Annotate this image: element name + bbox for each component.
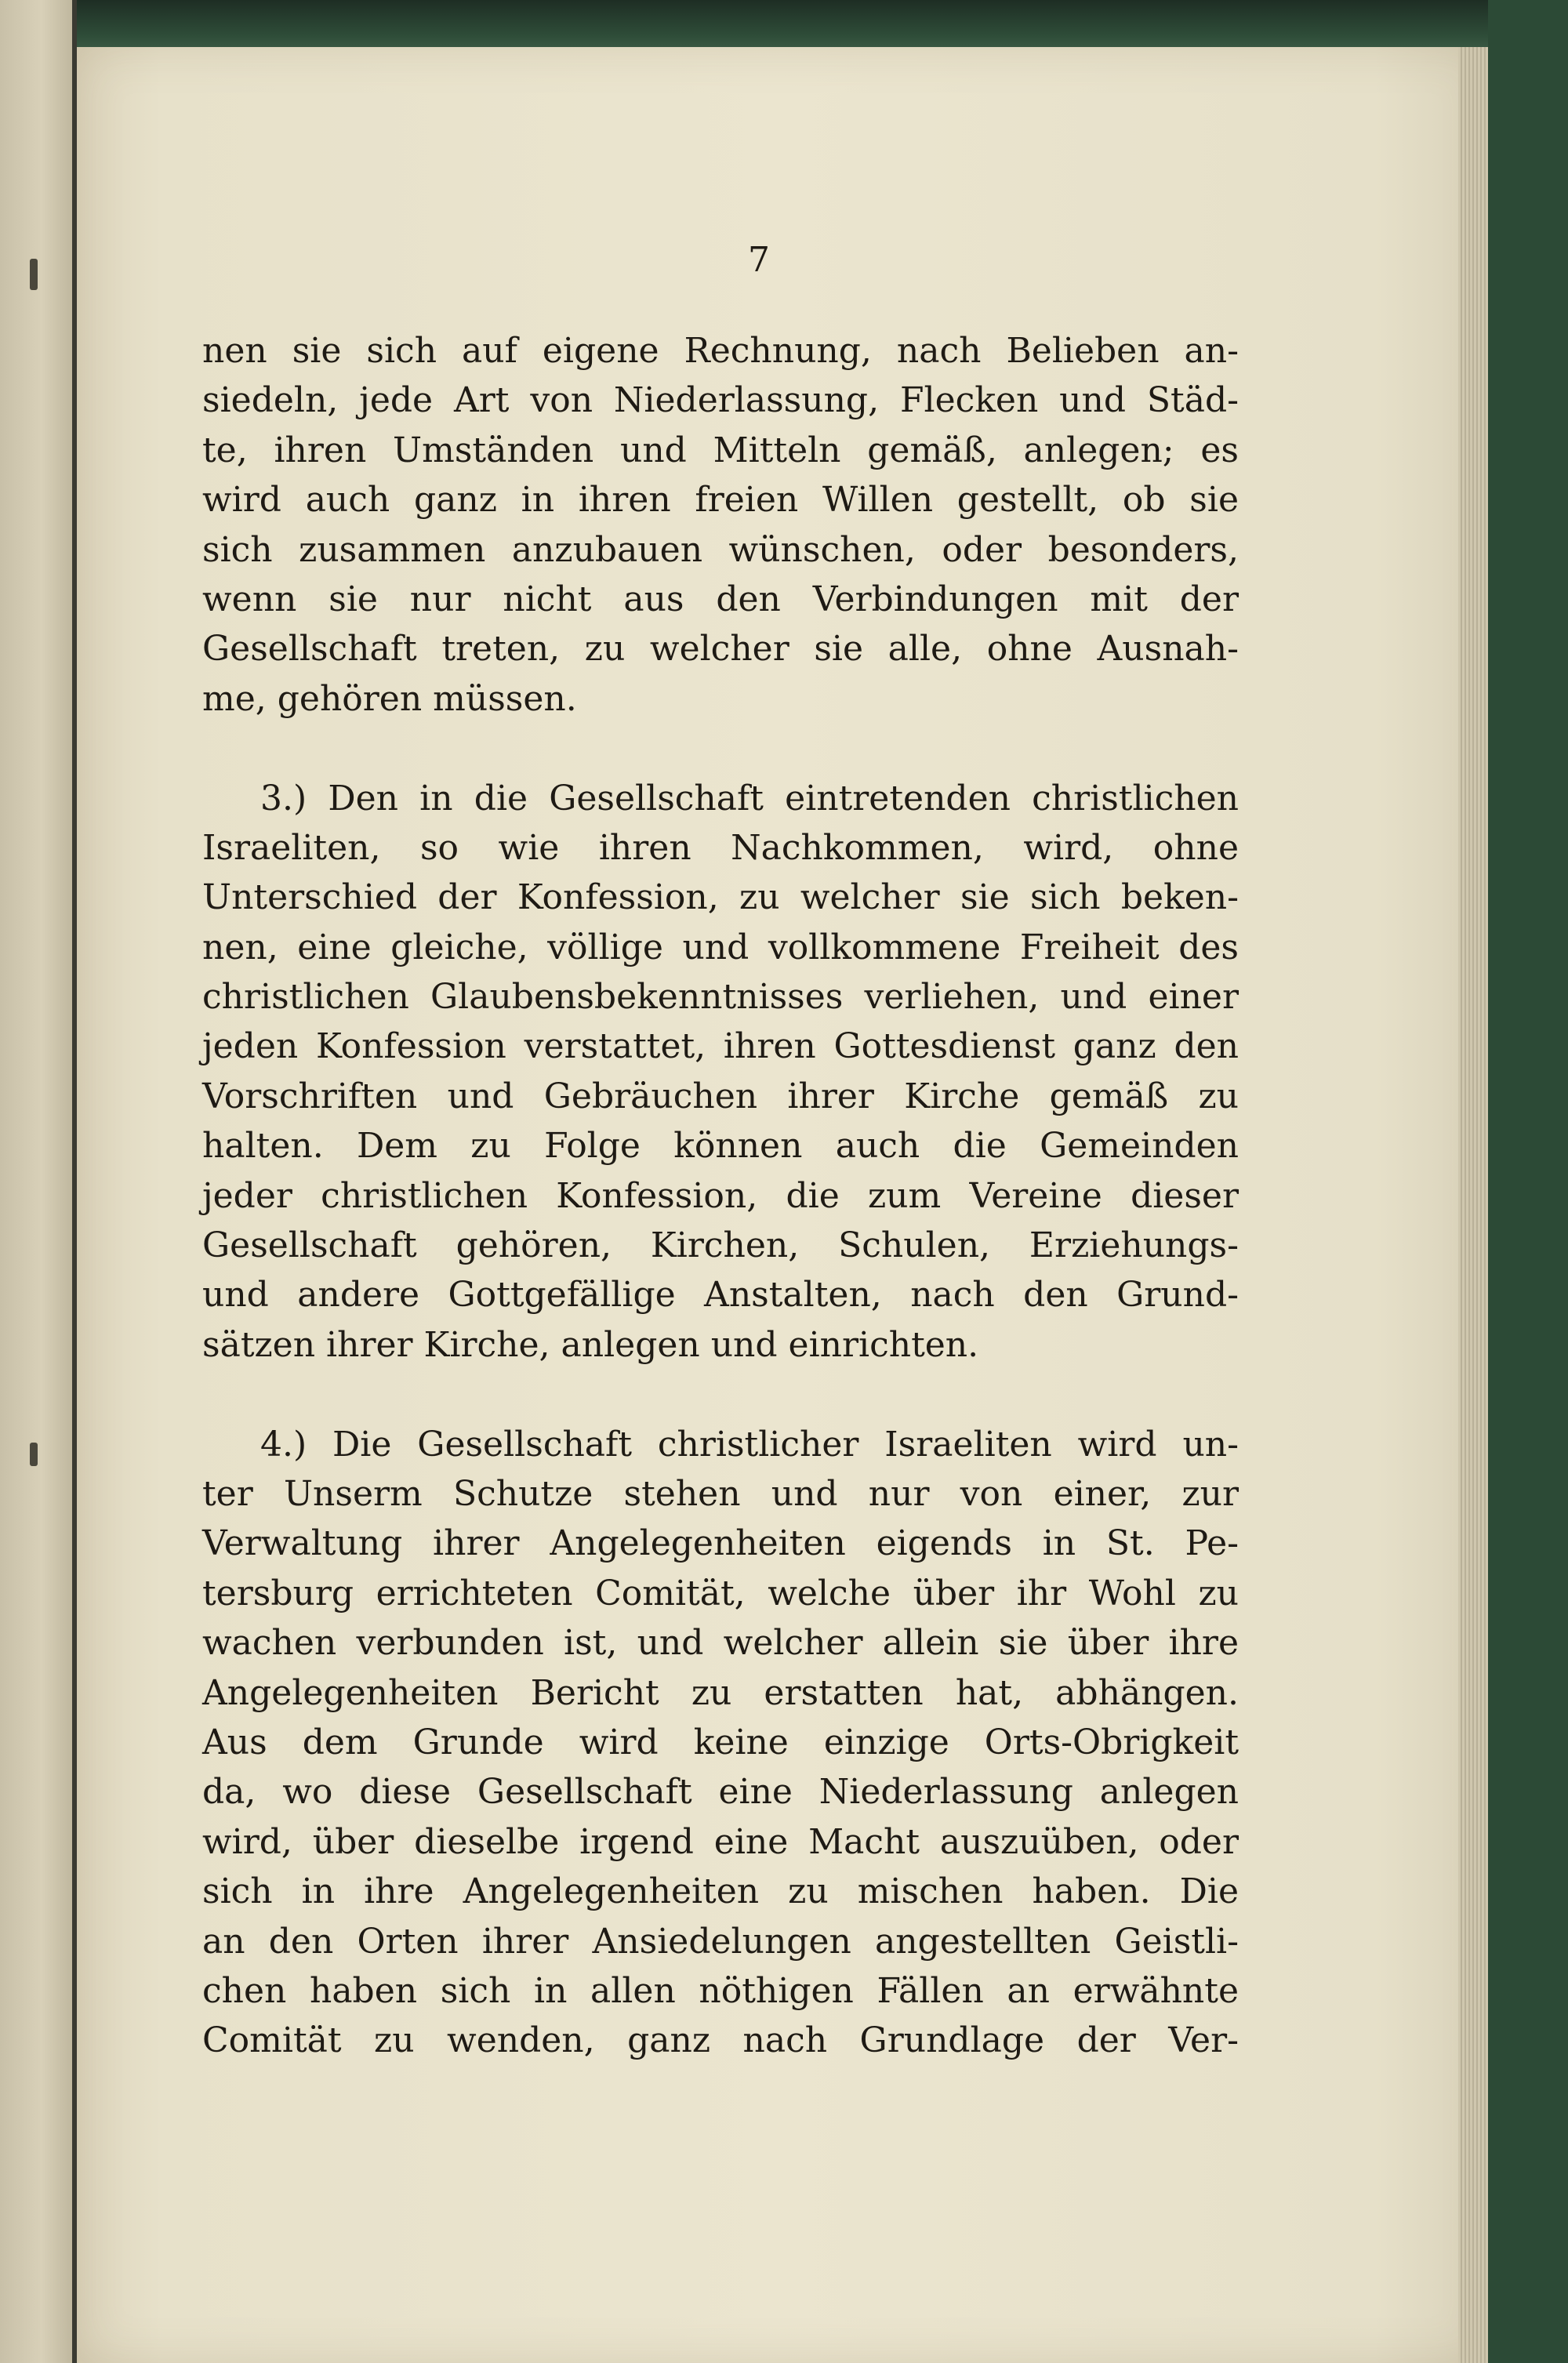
text-line: nen, eine gleiche, völlige und vollkommene Freiheit des	[202, 927, 1239, 967]
text-line: da, wo diese Gesellschaft eine Niederlassung anlegen	[202, 1772, 1239, 1813]
text-line: Unterschied der Konfession, zu welcher sie sich beken-	[202, 877, 1239, 918]
text-line: ter Unserm Schutze stehen und nur von einer, zur	[202, 1473, 1239, 1514]
text-line: jeden Konfession verstattet, ihren Gottesdienst ganz den	[202, 1026, 1239, 1067]
body-text	[202, 243, 1239, 2066]
text-line: wenn sie nur nicht aus den Verbindungen mit der	[202, 579, 1239, 619]
facing-page-edge	[0, 0, 75, 2363]
text-line: wird, über dieselbe irgend eine Macht auszuüben, oder	[202, 1821, 1239, 1862]
text-line: sätzen ihrer Kirche, anlegen und einrichten.	[202, 1324, 979, 1365]
text-line: sich zusammen anzubauen wünschen, oder besonders,	[202, 529, 1239, 570]
text-line: tersburg errichteten Comität, welche über ihr Wohl zu	[202, 1573, 1239, 1613]
text-line: an den Orten ihrer Ansiedelungen angestellten Geistli-	[202, 1921, 1239, 1962]
text-line: Vorschriften und Gebräuchen ihrer Kirche gemäß zu	[202, 1076, 1239, 1116]
text-line: und andere Gottgefällige Anstalten, nach den Grund-	[202, 1275, 1239, 1316]
text-line: Verwaltung ihrer Angelegenheiten eigends in St. Pe-	[202, 1523, 1239, 1564]
paragraph-gap	[202, 1370, 1239, 1419]
text-line: chen haben sich in allen nöthigen Fällen an erwähnte	[202, 1970, 1239, 2011]
text-line: te, ihren Umständen und Mitteln gemäß, anlegen; es	[202, 430, 1239, 470]
text-line: nen sie sich auf eigene Rechnung, nach Belieben an-	[202, 331, 1239, 371]
binding-mark	[30, 259, 38, 290]
text-line: sich in ihre Angelegenheiten zu mischen haben. Die	[202, 1871, 1239, 1912]
text-line: Comität zu wenden, ganz nach Grundlage der Ver-	[202, 2020, 1239, 2061]
text-line: Aus dem Grunde wird keine einzige Orts-Obrigkeit	[202, 1722, 1239, 1762]
text-line: Gesellschaft treten, zu welcher sie alle, ohne Ausnah-	[202, 629, 1239, 670]
text-line: halten. Dem zu Folge können auch die Gemeinden	[202, 1126, 1239, 1167]
text-line: 3.) Den in die Gesellschaft eintretenden christlichen	[260, 778, 1239, 819]
text-line: Gesellschaft gehören, Kirchen, Schulen, Erziehungs-	[202, 1225, 1239, 1266]
text-line: jeder christlichen Konfession, die zum Vereine dieser	[202, 1175, 1239, 1216]
binding-mark	[30, 1443, 38, 1466]
text-line: siedeln, jede Art von Niederlassung, Flecken und Städ-	[202, 380, 1239, 421]
text-line: Israeliten, so wie ihren Nachkommen, wird, ohne	[202, 827, 1239, 868]
text-line: wachen verbunden ist, und welcher allein sie über ihre	[202, 1623, 1239, 1664]
text-line: me, gehören müssen.	[202, 678, 577, 719]
text-line: Angelegenheiten Bericht zu erstatten hat, abhängen.	[202, 1672, 1239, 1713]
text-line: 4.) Die Gesellschaft christlicher Israeliten wird un-	[260, 1424, 1239, 1465]
cover-top-edge	[0, 0, 1568, 50]
green-cover-board	[1488, 0, 1568, 2363]
text-line: wird auch ganz in ihren freien Willen gestellt, ob sie	[202, 480, 1239, 521]
page-block-edges	[1458, 47, 1488, 2363]
text-line: christlichen Glaubensbekenntnisses verliehen, und einer	[202, 977, 1239, 1018]
paragraph-gap	[202, 724, 1239, 773]
page-number: 7	[748, 240, 770, 280]
